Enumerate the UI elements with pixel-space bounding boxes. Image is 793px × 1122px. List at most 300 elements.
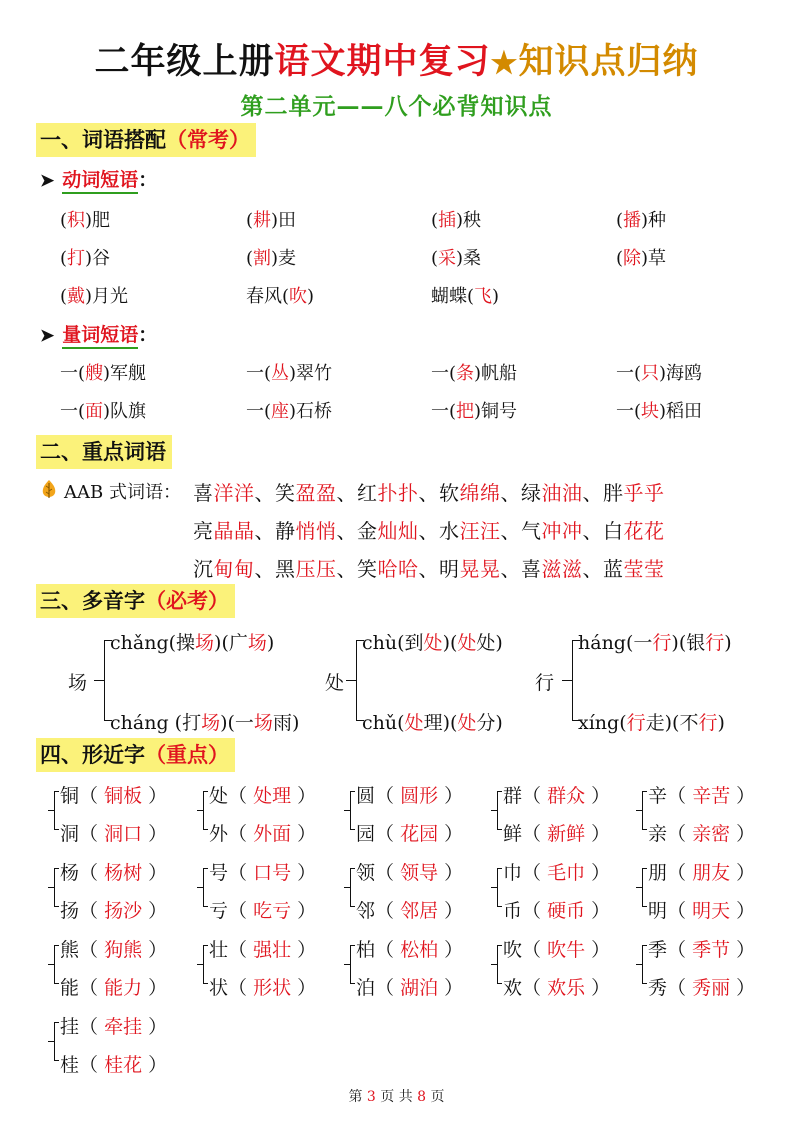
word-part: (一: [625, 632, 653, 654]
phrase-answer: 采: [438, 248, 457, 269]
phrase-prefix: 一(: [60, 401, 86, 422]
phrase-answer: 丛: [271, 363, 290, 384]
phrase-item: [246, 244, 296, 270]
pinyin: xíng: [578, 712, 620, 734]
word-part: ): [724, 632, 732, 654]
aab-reduplicated: 灿灿: [377, 519, 419, 543]
paren: （: [375, 823, 401, 845]
star-icon: ★: [490, 46, 519, 81]
similar-char-item: [356, 896, 463, 923]
bracket-tick: [350, 945, 355, 946]
bracket-tick: [497, 791, 502, 792]
similar-char: 洞: [60, 823, 80, 845]
similar-char-item: [356, 935, 463, 962]
similar-char: 季: [648, 939, 668, 961]
similar-char: 挂: [60, 1016, 80, 1038]
phrase-suffix: )肥: [85, 210, 111, 231]
section-4-header: [36, 738, 235, 772]
separator: 、: [582, 481, 603, 505]
similar-char: 外: [209, 823, 229, 845]
paren: ）: [438, 977, 464, 999]
phrase-item: [616, 244, 666, 270]
bracket-tick: [54, 829, 59, 830]
example-word: 牵挂: [104, 1016, 143, 1038]
section-number: 二、: [40, 439, 82, 464]
similar-char: 圆: [356, 785, 376, 807]
bracket-tick: [497, 829, 502, 830]
example-word: 欢乐: [547, 977, 586, 999]
section-number: 四、: [40, 742, 82, 767]
bracket-line: [572, 640, 573, 720]
bracket-tick: [642, 868, 647, 869]
leaf-icon: [40, 479, 58, 499]
example-word: 洞口: [104, 823, 143, 845]
paren: ）: [438, 939, 464, 961]
paren: （: [79, 939, 105, 961]
example-word: 强壮: [253, 939, 292, 961]
bracket-tick: [491, 964, 498, 965]
bracket-tick: [636, 887, 643, 888]
word-part: 走)(不: [645, 712, 699, 734]
paren: ）: [730, 900, 756, 922]
aab-line: [193, 477, 665, 506]
word-part: (操: [168, 632, 196, 654]
section-3-header: [36, 584, 235, 618]
phrase-answer: 把: [456, 401, 475, 422]
paren: ）: [291, 785, 317, 807]
paren: ）: [585, 900, 611, 922]
target-char: 行: [652, 632, 672, 654]
verb-phrases-heading: [40, 165, 157, 192]
bracket-tick: [497, 983, 502, 984]
bracket-tick: [642, 945, 647, 946]
example-word: 朋友: [692, 862, 731, 884]
similar-char-item: [356, 819, 463, 846]
title-part-summary: 知识点归纳: [518, 41, 699, 82]
phrase-prefix: 蝴蝶(: [431, 286, 475, 307]
aab-head-char: 黑: [275, 557, 296, 581]
bracket-tick: [48, 1041, 55, 1042]
aab-reduplicated: 晃晃: [459, 557, 501, 581]
example-word: 松柏: [400, 939, 439, 961]
section-number: 三、: [40, 588, 82, 613]
paren: （: [79, 1016, 105, 1038]
paren: （: [667, 862, 693, 884]
example-word: 口号: [253, 862, 292, 884]
paren: （: [522, 939, 548, 961]
similar-char: 鲜: [503, 823, 523, 845]
aab-reduplicated: 甸甸: [213, 557, 255, 581]
phrase-answer: 吹: [289, 286, 308, 307]
phrase-prefix: 一(: [431, 401, 457, 422]
paren: （: [79, 900, 105, 922]
paren: ）: [438, 785, 464, 807]
example-word: 吃亏: [253, 900, 292, 922]
bracket-tick: [54, 1060, 59, 1061]
phrase-prefix: (: [60, 210, 68, 231]
separator: 、: [336, 519, 357, 543]
similar-char: 柏: [356, 939, 376, 961]
aab-head-char: 软: [439, 481, 460, 505]
similar-char-item: [503, 819, 610, 846]
phrase-item: [616, 359, 702, 385]
example-word: 毛巾: [547, 862, 586, 884]
verb-phrases-label: 动词短语: [62, 169, 138, 194]
section-number: 一、: [40, 127, 82, 152]
paren: （: [667, 785, 693, 807]
similar-char-item: [60, 1012, 167, 1039]
word-part: )(: [442, 632, 458, 654]
example-word: 硬币: [547, 900, 586, 922]
paren: ）: [142, 939, 168, 961]
phrase-answer: 条: [456, 363, 475, 384]
bracket-tick: [344, 887, 351, 888]
aab-head-char: 笑: [357, 557, 378, 581]
aab-reduplicated: 压压: [295, 557, 337, 581]
phrase-suffix: )麦: [271, 248, 297, 269]
bracket-tick: [642, 906, 647, 907]
paren: （: [79, 862, 105, 884]
bracket-tick: [642, 983, 647, 984]
example-word: 明天: [692, 900, 731, 922]
colon: ：: [138, 324, 158, 346]
similar-char-item: [209, 858, 316, 885]
similar-char: 铜: [60, 785, 80, 807]
similar-char: 币: [503, 900, 523, 922]
phrase-prefix: (: [616, 248, 624, 269]
similar-char-item: [648, 935, 755, 962]
similar-char: 状: [209, 977, 229, 999]
aab-head-char: 沉: [193, 557, 214, 581]
word-part: 理)(: [423, 712, 458, 734]
title-part-grade: 二年级上册: [94, 41, 275, 82]
example-word: 杨树: [104, 862, 143, 884]
word-part: (到: [397, 632, 424, 654]
aab-reduplicated: 莹莹: [623, 557, 665, 581]
footer-text: 页: [426, 1089, 445, 1105]
phrase-item: [431, 359, 517, 385]
phrase-item: [246, 282, 314, 308]
page-total: 8: [417, 1089, 427, 1105]
similar-char-item: [60, 858, 167, 885]
pinyin: chǔ: [362, 712, 398, 734]
target-char: 行: [626, 712, 646, 734]
aab-reduplicated: 乎乎: [623, 481, 665, 505]
similar-char-item: [60, 819, 167, 846]
separator: 、: [254, 481, 275, 505]
word-part: 雨): [272, 712, 300, 734]
paren: （: [667, 823, 693, 845]
phrase-answer: 戴: [67, 286, 86, 307]
separator: 、: [336, 557, 357, 581]
similar-char: 杨: [60, 862, 80, 884]
word-part: 处): [476, 632, 503, 654]
phrase-prefix: (: [60, 248, 68, 269]
polyphone-reading: [362, 628, 503, 655]
paren: ）: [291, 862, 317, 884]
polyphone-char: 场: [68, 672, 88, 694]
bracket-tick: [497, 868, 502, 869]
paren: ）: [291, 900, 317, 922]
aab-head-char: 绿: [521, 481, 542, 505]
bracket-tick: [54, 983, 59, 984]
aab-head-char: 胖: [603, 481, 624, 505]
phrase-prefix: 一(: [431, 363, 457, 384]
paren: （: [375, 862, 401, 884]
title-part-review: 语文期中复习: [274, 41, 491, 82]
phrase-item: [246, 206, 296, 232]
similar-char-item: [503, 896, 610, 923]
separator: 、: [500, 481, 521, 505]
similar-char: 欢: [503, 977, 523, 999]
example-word: 处理: [253, 785, 292, 807]
similar-char: 亲: [648, 823, 668, 845]
paren: ）: [438, 823, 464, 845]
example-word: 季节: [692, 939, 731, 961]
similar-char: 领: [356, 862, 376, 884]
page-footer: [0, 1086, 793, 1106]
paren: （: [79, 785, 105, 807]
bracket-tick: [203, 983, 208, 984]
phrase-answer: 面: [85, 401, 104, 422]
paren: ）: [730, 977, 756, 999]
example-word: 湖泊: [400, 977, 439, 999]
similar-char: 亏: [209, 900, 229, 922]
phrase-item: [60, 359, 146, 385]
target-char: 行: [705, 632, 725, 654]
phrase-prefix: 一(: [60, 363, 86, 384]
bracket-tick: [350, 791, 355, 792]
similar-char: 壮: [209, 939, 229, 961]
similar-char-item: [503, 935, 610, 962]
separator: 、: [418, 481, 439, 505]
bracket-tick: [54, 906, 59, 907]
similar-char-item: [356, 858, 463, 885]
aab-reduplicated: 冲冲: [541, 519, 583, 543]
phrase-item: [60, 282, 128, 308]
paren: ）: [142, 1016, 168, 1038]
aab-reduplicated: 哈哈: [377, 557, 419, 581]
similar-char-item: [503, 781, 610, 808]
polyphone-reading: [110, 628, 274, 655]
aab-head-char: 气: [521, 519, 542, 543]
phrase-suffix: ): [307, 286, 315, 307]
section-name: 多音字: [82, 588, 145, 613]
paren: （: [667, 939, 693, 961]
bracket-tick: [48, 810, 55, 811]
word-part: (: [619, 712, 627, 734]
paren: ）: [142, 1054, 168, 1076]
example-word: 扬沙: [104, 900, 143, 922]
aab-reduplicated: 油油: [541, 481, 583, 505]
target-char: 处: [404, 712, 424, 734]
paren: ）: [730, 939, 756, 961]
phrase-suffix: )铜号: [474, 401, 518, 422]
bracket-tick: [636, 810, 643, 811]
example-word: 形状: [253, 977, 292, 999]
phrase-prefix: 一(: [616, 401, 642, 422]
bracket-tick: [54, 868, 59, 869]
bracket-tick: [344, 810, 351, 811]
similar-char-item: [60, 935, 167, 962]
phrase-suffix: )翠竹: [289, 363, 333, 384]
phrase-answer: 插: [438, 210, 457, 231]
phrase-prefix: 一(: [246, 401, 272, 422]
phrase-suffix: )队旗: [103, 401, 147, 422]
phrase-item: [431, 244, 481, 270]
section-tag: （重点）: [145, 742, 229, 767]
paren: （: [228, 785, 254, 807]
phrase-suffix: )石桥: [289, 401, 333, 422]
phrase-prefix: (: [431, 248, 439, 269]
aab-reduplicated: 扑扑: [377, 481, 419, 505]
separator: 、: [254, 557, 275, 581]
polyphone-char: 行: [535, 672, 555, 694]
phrase-item: [60, 244, 110, 270]
phrase-answer: 座: [271, 401, 290, 422]
bracket-tick: [350, 906, 355, 907]
example-word: 吹牛: [547, 939, 586, 961]
phrase-answer: 割: [253, 248, 272, 269]
target-char: 处: [423, 632, 443, 654]
paren: （: [375, 785, 401, 807]
paren: （: [79, 823, 105, 845]
bracket-line: [104, 640, 105, 720]
bracket-tick: [203, 829, 208, 830]
phrase-prefix: 一(: [616, 363, 642, 384]
similar-char: 秀: [648, 977, 668, 999]
paren: ）: [438, 862, 464, 884]
similar-char: 巾: [503, 862, 523, 884]
paren: （: [375, 900, 401, 922]
paren: ）: [142, 785, 168, 807]
phrase-suffix: )帆船: [474, 363, 518, 384]
bracket-tick: [491, 810, 498, 811]
aab-head-char: 红: [357, 481, 378, 505]
similar-char-item: [60, 973, 167, 1000]
similar-char: 扬: [60, 900, 80, 922]
phrase-item: [616, 397, 702, 423]
page-number: 3: [366, 1089, 376, 1105]
similar-char: 群: [503, 785, 523, 807]
paren: （: [522, 785, 548, 807]
target-char: 处: [457, 632, 477, 654]
aab-head-char: 静: [275, 519, 296, 543]
arrow-bullet-icon: ➤: [40, 326, 55, 346]
phrase-suffix: )桑: [456, 248, 482, 269]
paren: ）: [291, 939, 317, 961]
aab-reduplicated: 滋滋: [541, 557, 583, 581]
bracket-tick: [48, 887, 55, 888]
polyphone-reading: [110, 708, 299, 735]
aab-head-char: 喜: [193, 481, 214, 505]
example-word: 能力: [104, 977, 143, 999]
phrase-suffix: )谷: [85, 248, 111, 269]
paren: （: [228, 900, 254, 922]
paren: ）: [142, 900, 168, 922]
bracket-tick: [203, 791, 208, 792]
page-title: [0, 34, 793, 84]
paren: ）: [585, 939, 611, 961]
phrase-answer: 除: [623, 248, 642, 269]
example-word: 花园: [400, 823, 439, 845]
phrase-suffix: )稻田: [659, 401, 703, 422]
separator: 、: [418, 519, 439, 543]
aab-line: [193, 553, 665, 582]
paren: （: [522, 862, 548, 884]
phrase-answer: 积: [67, 210, 86, 231]
phrase-prefix: (: [431, 210, 439, 231]
target-char: 场: [253, 712, 273, 734]
similar-char-item: [503, 973, 610, 1000]
bracket-tick: [491, 887, 498, 888]
separator: 、: [254, 519, 275, 543]
target-char: 行: [698, 712, 718, 734]
phrase-prefix: (: [616, 210, 624, 231]
similar-char-item: [60, 1050, 167, 1077]
phrase-suffix: )月光: [85, 286, 129, 307]
section-name: 形近字: [82, 742, 145, 767]
example-word: 外面: [253, 823, 292, 845]
word-part: )(广: [214, 632, 248, 654]
example-word: 狗熊: [104, 939, 143, 961]
word-part: ): [717, 712, 725, 734]
word-part: 分): [476, 712, 503, 734]
bracket-tick: [54, 791, 59, 792]
separator: 、: [582, 519, 603, 543]
similar-char: 熊: [60, 939, 80, 961]
similar-char-item: [356, 781, 463, 808]
separator: 、: [500, 519, 521, 543]
phrase-suffix: )草: [641, 248, 667, 269]
paren: （: [375, 977, 401, 999]
phrase-answer: 块: [641, 401, 660, 422]
example-word: 新鲜: [547, 823, 586, 845]
paren: （: [522, 977, 548, 999]
paren: ）: [730, 785, 756, 807]
example-word: 铜板: [104, 785, 143, 807]
word-part: (: [397, 712, 405, 734]
section-1-header: [36, 123, 256, 157]
phrase-item: [616, 206, 666, 232]
bracket-tick: [203, 906, 208, 907]
aab-head-char: 明: [439, 557, 460, 581]
section-tag: （常考）: [166, 127, 250, 152]
similar-char: 辛: [648, 785, 668, 807]
footer-text: 页 共: [375, 1089, 418, 1105]
paren: （: [375, 939, 401, 961]
example-word: 圆形: [400, 785, 439, 807]
phrase-item: [246, 359, 332, 385]
pinyin: chǎng: [110, 632, 169, 654]
similar-char-item: [209, 896, 316, 923]
similar-char: 处: [209, 785, 229, 807]
aab-head-char: 亮: [193, 519, 214, 543]
bracket-tick: [48, 964, 55, 965]
similar-char: 号: [209, 862, 229, 884]
example-word: 领导: [400, 862, 439, 884]
section-name: 词语搭配: [82, 127, 166, 152]
aab-head-char: 水: [439, 519, 460, 543]
similar-char: 朋: [648, 862, 668, 884]
bracket-tick: [346, 680, 356, 681]
bracket-tick: [197, 887, 204, 888]
section-tag: （必考）: [145, 588, 229, 613]
bracket-tick: [642, 791, 647, 792]
paren: （: [522, 823, 548, 845]
bracket-tick: [197, 964, 204, 965]
similar-char: 明: [648, 900, 668, 922]
